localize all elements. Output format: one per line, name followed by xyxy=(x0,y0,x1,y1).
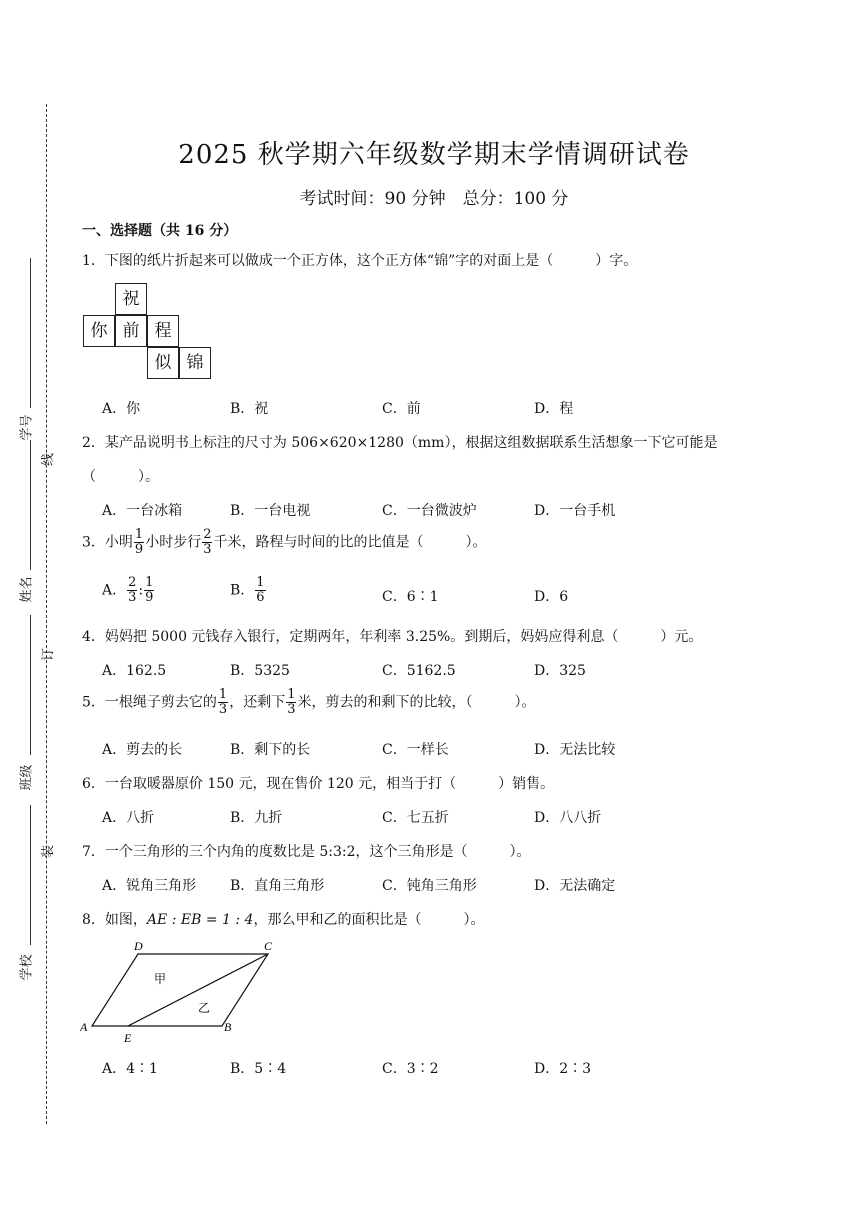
label-a: A xyxy=(80,1020,88,1034)
question-2: 2．某产品说明书上标注的尺寸为 506×620×1280（mm），根据这组数据联系生活想象一下它可能是 xyxy=(82,435,718,451)
ratio-colon: : xyxy=(138,582,144,599)
binding-label-xuexiao: 学校 xyxy=(19,954,35,981)
option-d[interactable]: D．八八折 xyxy=(534,810,602,826)
question-2-continuation: （ ）。 xyxy=(82,469,159,485)
option-d[interactable]: D．无法比较 xyxy=(534,742,616,758)
option-b[interactable]: B．祝 xyxy=(230,401,269,417)
question-4: 4．妈妈把 5000 元钱存入银行，定期两年，年利率 3.25%。到期后，妈妈应得利息（ ）元。 xyxy=(82,629,703,645)
fraction xyxy=(286,688,296,717)
question-8-suffix: ，那么甲和乙的面积比是（ ）。 xyxy=(253,912,485,928)
numerator: 1 xyxy=(134,527,144,542)
section-heading: 一、选择题（共 16 分） xyxy=(82,223,238,239)
fraction xyxy=(134,528,144,557)
option-d[interactable]: D．325 xyxy=(534,663,586,679)
numerator: 2 xyxy=(128,575,137,590)
option-c[interactable]: C．6∶1 xyxy=(382,589,439,605)
question-5 xyxy=(82,688,535,717)
option-a[interactable]: A．剪去的长 xyxy=(102,742,183,758)
exam-subtitle: 考试时间：90 分钟 总分：100 分 xyxy=(299,189,569,209)
option-d[interactable]: D．一台手机 xyxy=(534,503,616,519)
option-d[interactable]: D．2∶3 xyxy=(534,1061,592,1077)
option-a[interactable]: A．八折 xyxy=(102,810,155,826)
option-c[interactable]: C．一台微波炉 xyxy=(382,503,477,519)
denominator: 3 xyxy=(287,702,296,717)
fraction xyxy=(255,576,265,605)
option-b[interactable]: B．5325 xyxy=(230,663,290,679)
binding-field-line-xingming xyxy=(30,440,31,570)
label-c: C xyxy=(264,939,273,953)
binding-field-line-xuexiao xyxy=(30,805,31,945)
option-c[interactable]: C．前 xyxy=(382,401,421,417)
label-yi: 乙 xyxy=(198,1001,211,1015)
denominator: 3 xyxy=(203,542,212,557)
option-a[interactable] xyxy=(102,576,155,605)
option-b[interactable]: B．一台电视 xyxy=(230,503,311,519)
label-e: E xyxy=(124,1031,132,1044)
question-8 xyxy=(82,909,484,929)
question-3-suffix: 千米，路程与时间的比的比值是（ ）。 xyxy=(213,534,487,551)
binding-field-line-banji xyxy=(30,615,31,755)
parallelogram-figure xyxy=(80,938,280,1044)
option-d[interactable]: D．程 xyxy=(534,401,574,417)
option-d[interactable]: D．6 xyxy=(534,589,569,605)
net-cell: 祝 xyxy=(115,283,147,315)
option-c[interactable]: C．七五折 xyxy=(382,810,449,826)
option-b[interactable]: B．剩下的长 xyxy=(230,742,311,758)
label-b: B xyxy=(224,1020,232,1034)
option-b[interactable] xyxy=(230,576,267,605)
ratio-expression: AE : EB = 1 : 4 xyxy=(146,912,254,928)
question-3-prefix: 3．小明 xyxy=(82,534,133,551)
net-cell: 前 xyxy=(115,315,147,347)
option-a[interactable]: A．4∶1 xyxy=(102,1061,158,1077)
option-c[interactable]: C．3∶2 xyxy=(382,1061,439,1077)
fraction xyxy=(127,576,137,605)
label-d: D xyxy=(134,939,143,953)
net-cell: 锦 xyxy=(179,347,211,379)
denominator: 9 xyxy=(134,542,144,557)
option-d[interactable]: D．无法确定 xyxy=(534,878,616,894)
question-1: 1．下图的纸片折起来可以做成一个正方体，这个正方体“锦”字的对面上是（ ）字。 xyxy=(82,253,638,269)
denominator: 3 xyxy=(218,702,228,717)
net-cell: 程 xyxy=(147,315,179,347)
question-8-prefix: 8．如图， xyxy=(82,912,147,928)
question-3-mid: 小时步行 xyxy=(145,534,202,551)
question-5-suffix: 米，剪去的和剩下的比较，（ ）。 xyxy=(297,694,536,711)
binding-mark-ding: 订 xyxy=(41,647,57,662)
diagonal-ec xyxy=(128,954,268,1026)
question-6: 6．一台取暖器原价 150 元，现在售价 120 元，相当于打（ ）销售。 xyxy=(82,776,555,792)
option-label: B． xyxy=(230,582,255,599)
numerator: 1 xyxy=(218,687,228,702)
question-5-mid: ，还剩下 xyxy=(229,694,286,711)
binding-dashed-line xyxy=(46,104,47,1124)
binding-label-banji: 班级 xyxy=(19,764,35,791)
numerator: 1 xyxy=(256,575,265,590)
option-b[interactable]: B．九折 xyxy=(230,810,283,826)
net-cell: 似 xyxy=(147,347,179,379)
option-a[interactable]: A．锐角三角形 xyxy=(102,878,197,894)
label-jia: 甲 xyxy=(154,972,167,986)
fraction xyxy=(202,528,212,557)
option-c[interactable]: C．一样长 xyxy=(382,742,449,758)
fraction xyxy=(144,576,154,605)
binding-label-xuehao: 学号 xyxy=(19,414,35,441)
fraction xyxy=(218,688,228,717)
option-c[interactable]: C．5162.5 xyxy=(382,663,456,679)
option-label: A． xyxy=(102,582,127,599)
binding-field-line-xuehao xyxy=(30,258,31,408)
binding-mark-xian: 线 xyxy=(41,452,57,467)
parallelogram-outline xyxy=(92,954,268,1026)
option-c[interactable]: C．钝角三角形 xyxy=(382,878,477,894)
question-7: 7．一个三角形的三个内角的度数比是 5:3:2，这个三角形是（ ）。 xyxy=(82,844,531,860)
denominator: 3 xyxy=(128,590,137,605)
net-cell: 你 xyxy=(83,315,115,347)
option-b[interactable]: B．直角三角形 xyxy=(230,878,325,894)
option-b[interactable]: B．5∶4 xyxy=(230,1061,287,1077)
option-a[interactable]: A．162.5 xyxy=(102,663,167,679)
numerator: 1 xyxy=(287,687,296,702)
page-title: 2025 秋学期六年级数学期末学情调研试卷 xyxy=(178,140,690,170)
numerator: 2 xyxy=(203,527,212,542)
option-a[interactable]: A．一台冰箱 xyxy=(102,503,183,519)
numerator: 1 xyxy=(145,575,154,590)
question-3 xyxy=(82,528,486,557)
denominator: 6 xyxy=(256,590,265,605)
binding-label-xingming: 姓名 xyxy=(19,576,35,603)
denominator: 9 xyxy=(145,590,154,605)
option-a[interactable]: A．你 xyxy=(102,401,141,417)
binding-mark-zhuang: 装 xyxy=(41,844,57,859)
question-5-prefix: 5．一根绳子剪去它的 xyxy=(82,694,217,711)
